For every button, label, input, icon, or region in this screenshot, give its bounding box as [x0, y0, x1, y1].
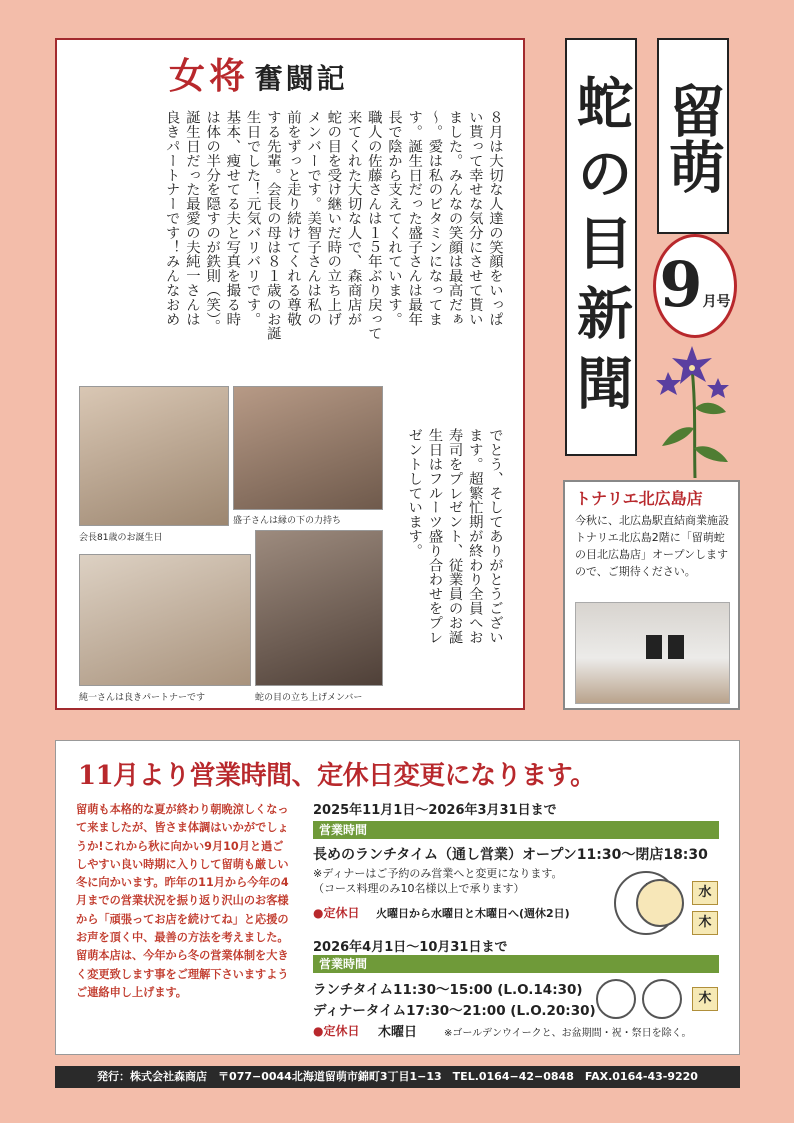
caption-3: 純一さんは良きパートナーです [79, 693, 206, 703]
notice-headline: 11月より営業時間、定休日変更になります。 [78, 761, 596, 791]
period1-closed-label: ●定休日 [313, 906, 360, 920]
photo-moriko [233, 386, 383, 510]
period2-hours-label: 営業時間 [313, 955, 719, 973]
masthead-ruhmoe: 留萌 [657, 38, 729, 234]
store-text: 今秋に、北広島駅直結商業施設トナリエ北広島2階に「留萌蛇の目北広島店」オープンしますので、ご期待ください。 [575, 514, 729, 578]
dinner-clock-icon [642, 979, 682, 1019]
article-body-continued: でとう、そしてありがとうござい ます。超繁忙期が終わり全員へお 寿司をプレゼント、従業員のお誕 生日はフルーツ盛り合わせをプレ ゼントしています。 [406, 428, 503, 644]
period1-hours: 長めのランチタイム（通し営業）オープン11:30〜閉店18:30 [313, 847, 708, 863]
notice-intro: 留萌も本格的な夏が終わり朝晩涼しくなって来ましたが、皆さま体調はいかがでしょうか!これから秋に向かい9月10月と過ごしやすい良い時期に入りして留萌も厳しい冬に向かいます。昨年の11月から今年の4月までの営業状況を振り返り沢山のお客様から「頑張ってお店を続けてね」と応援のお声を頂く中、最善の方法を考えました。留萌本店は、今年から冬の営業体制を大きく変更致します事をご理解下さいますようご連絡申し上げます。 [76, 803, 289, 999]
calendar-wed-icon: 水 [692, 881, 718, 905]
period1-closed: 火曜日から水曜日と木曜日へ(週休2日) [376, 907, 570, 920]
period2-dinner: ディナータイム17:30〜21:00 (L.O.20:30) [313, 1003, 596, 1019]
issue-badge: 9月号 [653, 234, 737, 338]
lunch-clock-icon [596, 979, 636, 1019]
period1-range: 2025年11月1日〜2026年3月31日まで [313, 803, 557, 818]
period2-range: 2026年4月1日〜10月31日まで [313, 940, 508, 955]
photo-founding-members [255, 530, 383, 686]
photo-junichi [79, 554, 251, 686]
caption-4: 蛇の目の立ち上げメンバー [255, 693, 363, 703]
bellflower-illustration [650, 328, 740, 478]
period1-note2: （コース料理のみ10名様以上で承ります） [313, 882, 525, 895]
period1-note1: ※ディナーはご予約のみ営業へと変更になります。 [313, 867, 563, 880]
store-photo [575, 602, 730, 704]
masthead-janome-shinbun: 蛇の目新聞 [565, 38, 637, 456]
period2-closed-label: ●定休日 [313, 1024, 360, 1038]
calendar-thu-icon: 木 [692, 911, 718, 935]
masthead [565, 38, 740, 458]
article-body: ８月は大切な人達の笑顔をいっぱ い貰って幸せな気分にさせて貰い ました。みんなの笑顔は最高だぁ 〜。愛は私のビタミンになってま す。誕生日だった盛子さんは最年 長で陰から支えてくれています。 職人の佐藤さんは１５年ぶり戻って 来てくれた大切な人で、森商店が 蛇の目を受け継いだ時の立ち上げ メンバーです。美智子さんは私の 前をずっと走り続けてくれる尊敬 する先輩。会長の母は８１歳のお誕 生日でした！元気バリバリです。 基本、痩せてる夫と写真を撮る時 は体の半分を隠すのが鉄則（笑）。 誕生日だった最愛の夫純一さんは 良きパートナーです！みんなおめ [163, 110, 503, 341]
notice-box [55, 740, 740, 1055]
footer-bar [55, 1066, 740, 1088]
store-announcement [563, 480, 740, 710]
store-name: トナリエ北広島店 [575, 489, 703, 508]
article-box [55, 38, 525, 710]
footer-text: 発行：株式会社森商店 〒077−0044北海道留萌市錦町3丁目1−13 TEL.0164−42−0848 FAX.0164-43-9220 [97, 1070, 698, 1083]
article-title: 女将 奮闘記 [169, 55, 348, 97]
period1-hours-label: 営業時間 [313, 821, 719, 839]
period2-closed: 木曜日 [378, 1025, 418, 1040]
clock-icon-2 [636, 879, 684, 927]
caption-1: 会長81歳のお誕生日 [79, 533, 163, 543]
calendar-thu-icon-2: 木 [692, 987, 718, 1011]
period2-lunch: ランチタイム11:30〜15:00 (L.O.14:30) [313, 982, 583, 998]
photo-chairman-birthday [79, 386, 229, 526]
caption-2: 盛子さんは縁の下の力持ち [233, 516, 342, 526]
period2-note: ※ゴールデンウイークと、お盆期間・祝・祭日を除く。 [444, 1028, 692, 1039]
